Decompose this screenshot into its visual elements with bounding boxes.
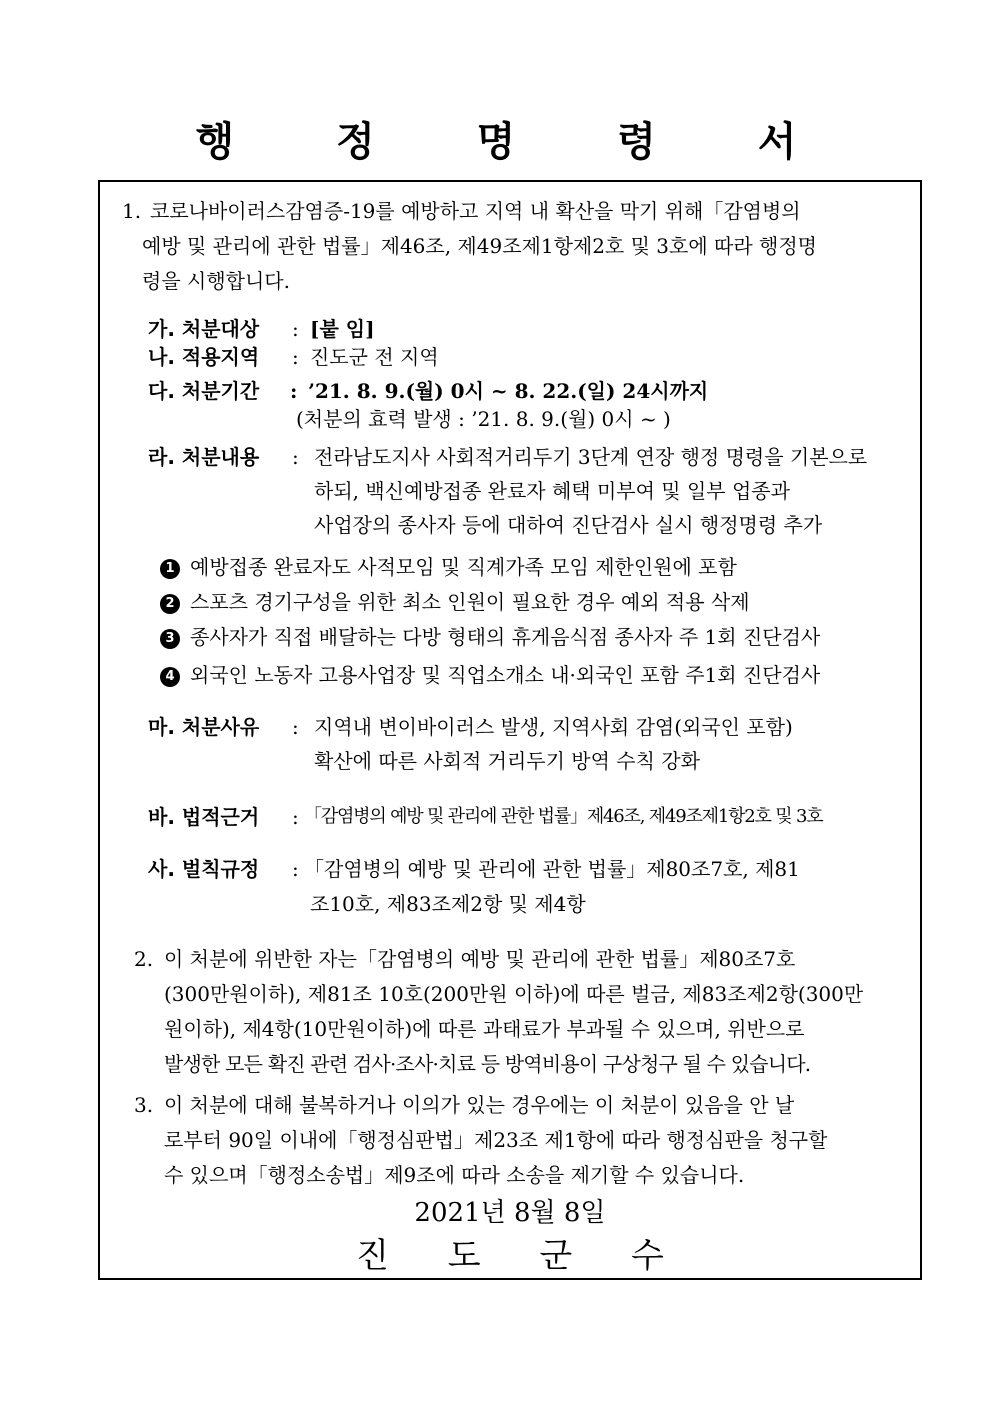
item-ba-label: 바. 법적근거 — [148, 805, 260, 829]
item-sa-line-1: 「감염병의 예방 및 관리에 관한 법률」제80조7호, 제81 — [304, 857, 800, 881]
item-ma-line-2: 확산에 따른 사회적 거리두기 방역 수칙 강화 — [314, 749, 700, 773]
item-ga-value: [붙 임] — [310, 317, 375, 341]
item-ra-line-2: 하되, 백신예방접종 완료자 혜택 미부여 및 일부 업종과 — [314, 479, 790, 503]
number-4-badge-icon: 4 — [160, 667, 180, 687]
list-item — [160, 658, 820, 692]
item-na-value: 진도군 전 지역 — [310, 345, 439, 369]
item-sa-label: 사. 벌칙규정 — [148, 857, 260, 881]
list-item-text: 스포츠 경기구성을 위한 최소 인원이 필요한 경우 예외 적용 삭제 — [190, 590, 750, 614]
issuer-signature: 진 도 군 수 — [356, 1236, 688, 1276]
issue-date: 2021년 8월 8일 — [414, 1198, 606, 1228]
section-1-line-1: 코로나바이러스감염증-19를 예방하고 지역 내 확산을 막기 위해「감염병의 — [150, 199, 801, 223]
item-na-sep: : — [292, 345, 299, 369]
section-1-line-3: 령을 시행합니다. — [142, 269, 290, 293]
section-3-line-2: 로부터 90일 이내에「행정심판법」제23조 제1항에 따라 행정심판을 청구할 — [164, 1128, 828, 1152]
number-1-badge-icon: 1 — [160, 559, 180, 579]
section-1-number: 1. — [122, 199, 142, 223]
item-ra-line-1: 전라남도지사 사회적거리두기 3단계 연장 행정 명령을 기본으로 — [314, 445, 868, 469]
section-3-line-3: 수 있으며「행정소송법」제9조에 따라 소송을 제기할 수 있습니다. — [164, 1163, 745, 1187]
document-title: 행 정 명 령 서 — [195, 119, 841, 165]
section-2-line-3: 원이하), 제4항(10만원이하)에 따른 과태료가 부과될 수 있으며, 위반으로 — [164, 1017, 805, 1041]
item-ma-line-1: 지역내 변이바이러스 발생, 지역사회 감염(외국인 포함) — [314, 715, 793, 739]
list-item-text: 예방접종 완료자도 사적모임 및 직계가족 모임 제한인원에 포함 — [190, 555, 737, 579]
section-2-line-4: 발생한 모든 확진 관련 검사·조사·치료 등 방역비용이 구상청구 될 수 있습니다. — [164, 1052, 811, 1076]
section-2-number: 2. — [134, 947, 154, 971]
list-item-text: 외국인 노동자 고용사업장 및 직업소개소 내·외국인 포함 주1회 진단검사 — [190, 663, 821, 687]
number-3-badge-icon: 3 — [160, 629, 180, 649]
section-3-line-1: 이 처분에 대해 불복하거나 이의가 있는 경우에는 이 처분이 있음을 안 날 — [164, 1093, 795, 1117]
item-ra-line-3: 사업장의 종사자 등에 대하여 진단검사 실시 행정명령 추가 — [314, 513, 823, 537]
item-sa-line-2: 조10호, 제83조제2항 및 제4항 — [310, 892, 586, 916]
list-item — [160, 585, 750, 619]
document-body-box — [98, 180, 922, 1280]
item-ma-label: 마. 처분사유 — [148, 715, 260, 739]
list-item — [160, 620, 820, 654]
item-ba-sep: : — [292, 805, 299, 829]
item-ba-value: 「감염병의 예방 및 관리에 관한 법률」제46조, 제49조제1항2호 및 3호 — [304, 806, 823, 827]
item-ra-label: 라. 처분내용 — [148, 445, 260, 469]
list-item-text: 종사자가 직접 배달하는 다방 형태의 휴게음식점 종사자 주 1회 진단검사 — [190, 625, 821, 649]
item-da-label: 다. 처분기간 — [148, 379, 260, 403]
item-da-note: (처분의 효력 발생 : ’21. 8. 9.(월) 0시 ~ ) — [296, 407, 671, 431]
item-da-value: ’21. 8. 9.(월) 0시 ~ 8. 22.(일) 24시까지 — [308, 379, 709, 403]
section-1-line-2: 예방 및 관리에 관한 법률」제46조, 제49조제1항제2호 및 3호에 따라 행정명 — [142, 234, 817, 258]
section-2-line-2: (300만원이하), 제81조 10호(200만원 이하)에 따른 벌금, 제83조제2항(300만 — [164, 982, 864, 1006]
number-2-badge-icon: 2 — [160, 594, 180, 614]
list-item — [160, 550, 737, 584]
item-sa-sep: : — [292, 857, 299, 881]
item-da-sep: : — [290, 379, 298, 403]
item-ga-sep: : — [292, 317, 299, 341]
section-3-number: 3. — [134, 1093, 154, 1117]
item-ma-sep: : — [292, 715, 299, 739]
item-ga-label: 가. 처분대상 — [148, 317, 260, 341]
item-na-label: 나. 적용지역 — [148, 345, 260, 369]
item-ra-sep: : — [292, 445, 299, 469]
section-2-line-1: 이 처분에 위반한 자는「감염병의 예방 및 관리에 관한 법률」제80조7호 — [164, 947, 796, 971]
